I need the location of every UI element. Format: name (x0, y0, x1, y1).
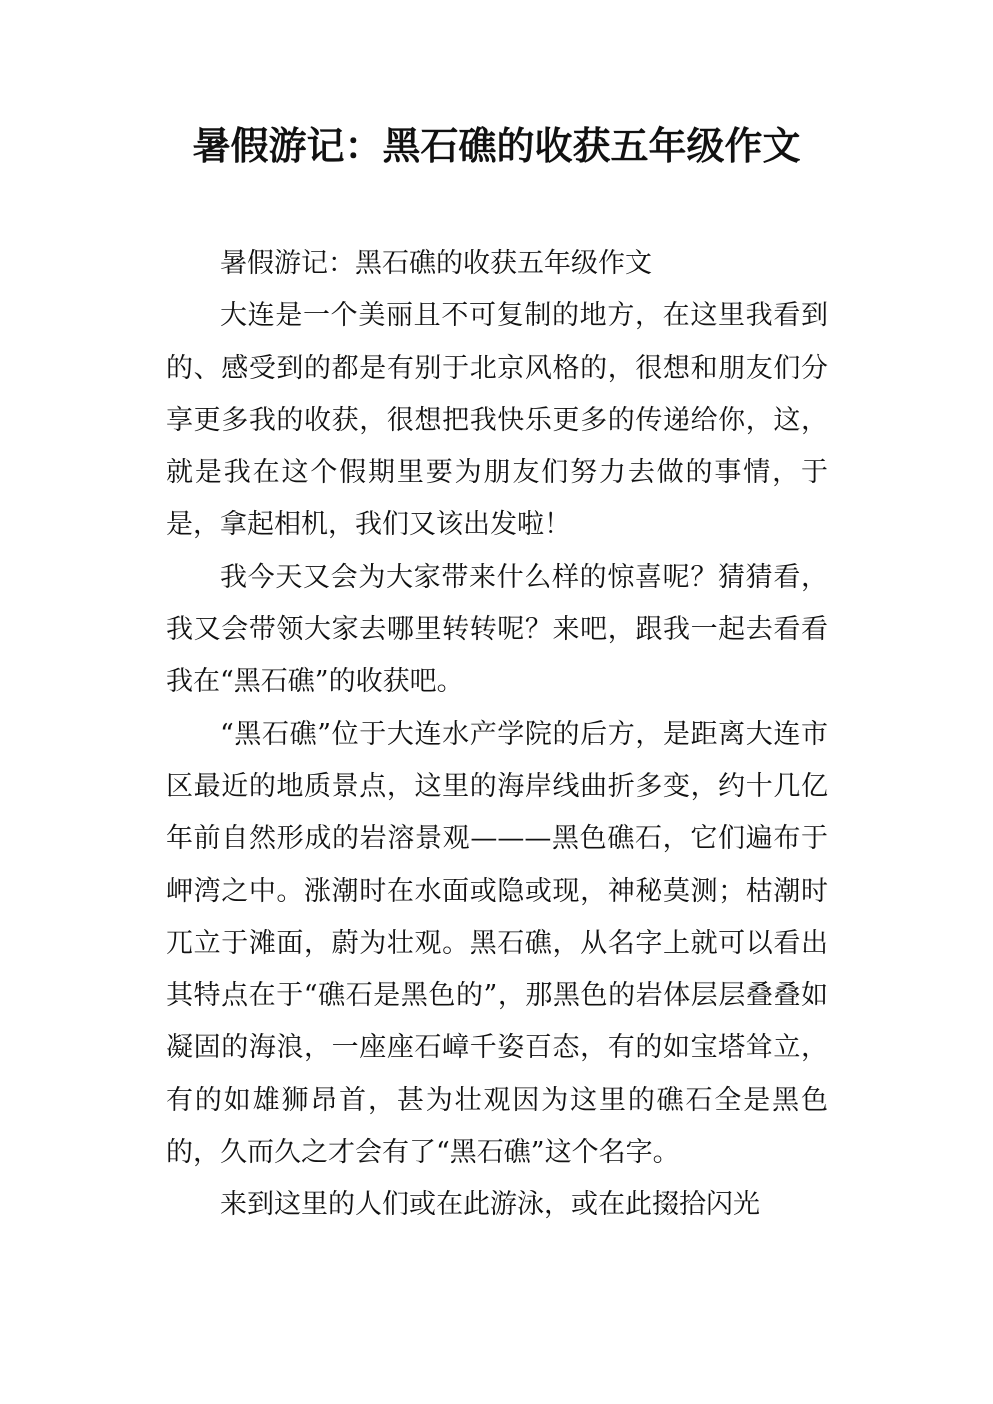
paragraph: “黑石礁”位于大连水产学院的后方，是距离大连市区最近的地质景点，这里的海岸线曲折多变，约十几亿年前自然形成的岩溶景观———黑色礁石，它们遍布于岬湾之中。涨潮时在水面或隐或现，神秘莫测；枯潮时兀立于滩面，蔚为壮观。黑石礁，从名字上就可以看出其特点在于“礁石是黑色的”，那黑色的岩体层层叠叠如凝固的海浪，一座座石嶂千姿百态，有的如宝塔耸立，有的如雄狮昂首，甚为壮观因为这里的礁石全是黑色的，久而久之才会有了“黑石礁”这个名字。 (166, 718, 828, 1169)
paragraph: 来到这里的人们或在此游泳，或在此掇拾闪光 (220, 1189, 760, 1221)
document-title: 暑假游记：黑石礁的收获五年级作文 (192, 124, 801, 168)
paragraph-subtitle: 暑假游记：黑石礁的收获五年级作文 (220, 248, 652, 279)
paragraph: 大连是一个美丽且不可复制的地方，在这里我看到的、感受到的都是有别于北京风格的，很想和朋友们分享更多我的收获，很想把我快乐更多的传递给你，这，就是我在这个假期里要为朋友们努力去做的事情，于是，拿起相机，我们又该出发啦！ (166, 300, 828, 541)
document-body (166, 238, 828, 1232)
paragraph: 我今天又会为大家带来什么样的惊喜呢？猜猜看，我又会带领大家去哪里转转呢？来吧，跟我一起去看看我在“黑石礁”的收获吧。 (166, 561, 828, 698)
